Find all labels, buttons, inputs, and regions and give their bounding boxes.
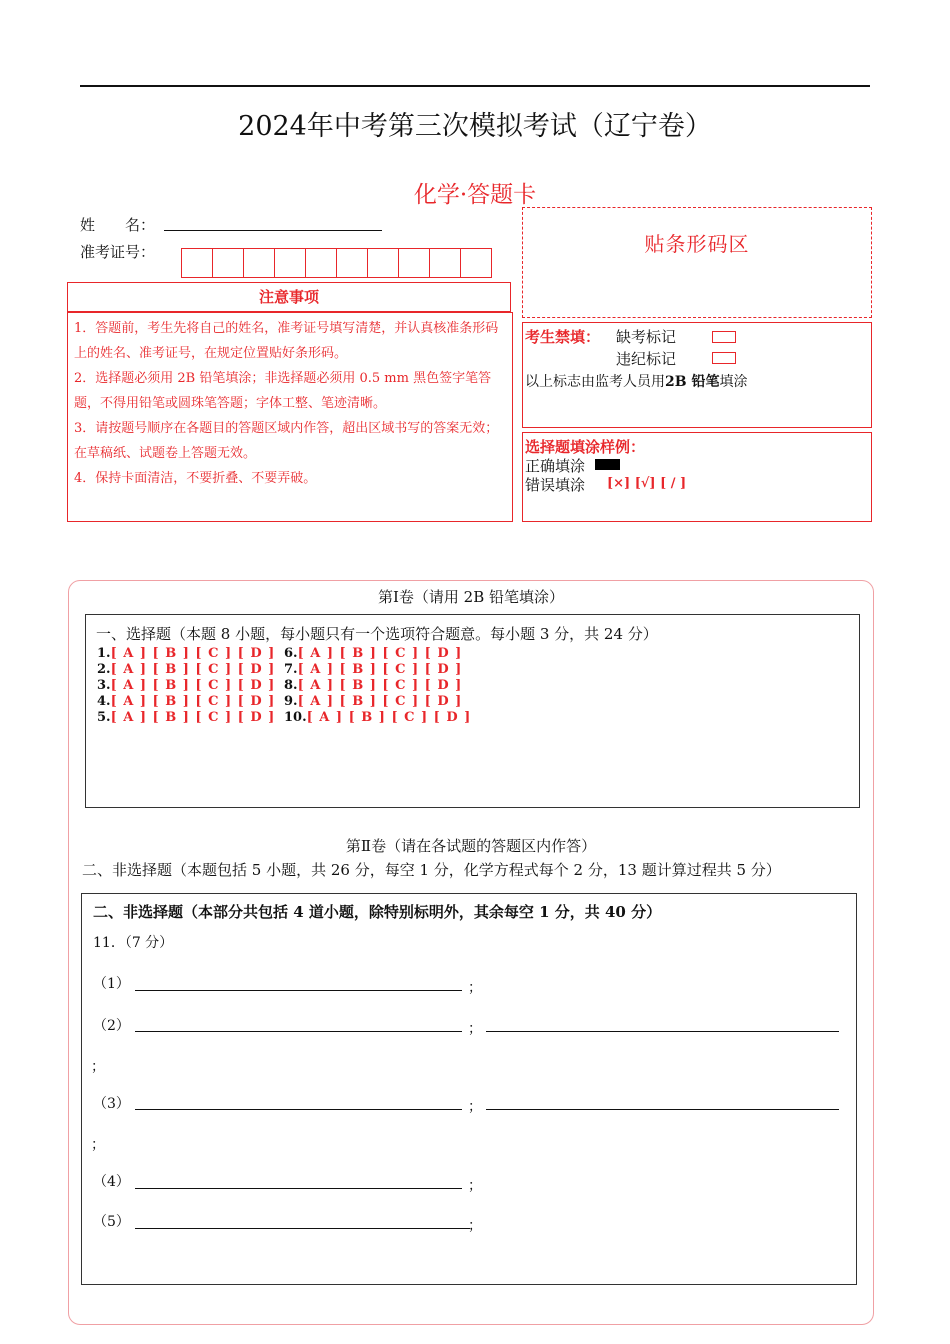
wrong-marks: [×] [√] [ / ] bbox=[607, 476, 687, 491]
answer-line[interactable] bbox=[135, 1228, 470, 1229]
id-digit-box[interactable] bbox=[182, 249, 213, 277]
choice-row[interactable]: 6.[ A ] [ B ] [ C ] [ D ] bbox=[284, 646, 463, 661]
choice-row[interactable]: 7.[ A ] [ B ] [ C ] [ D ] bbox=[284, 662, 463, 677]
choice-row[interactable]: 10.[ A ] [ B ] [ C ] [ D ] bbox=[284, 710, 472, 725]
choice-row[interactable]: 8.[ A ] [ B ] [ C ] [ D ] bbox=[284, 678, 463, 693]
name-field[interactable] bbox=[164, 230, 382, 231]
question-box-title: 二、非选择题（本部分共包括 4 道小题，除特别标明外，其余每空 1 分，共 40 分） bbox=[93, 903, 662, 921]
absent-label: 缺考标记 bbox=[616, 328, 677, 346]
part1-heading: 第Ⅰ卷（请用 2B 铅笔填涂） bbox=[377, 588, 565, 606]
sub-label: （1） bbox=[93, 976, 130, 992]
sub-label: （2） bbox=[93, 1018, 130, 1034]
choice-row[interactable]: 2.[ A ] [ B ] [ C ] [ D ] bbox=[97, 662, 276, 677]
violation-checkbox[interactable] bbox=[712, 352, 736, 364]
answer-line[interactable] bbox=[135, 1031, 462, 1032]
barcode-label: 贴条形码区 bbox=[644, 232, 750, 256]
notice-heading: 注意事项 bbox=[67, 282, 511, 312]
id-digit-box[interactable] bbox=[368, 249, 399, 277]
id-label: 准考证号： bbox=[80, 243, 156, 261]
note-prefix: 以上标志由监考人员用 bbox=[525, 374, 665, 390]
choice-row[interactable]: 4.[ A ] [ B ] [ C ] [ D ] bbox=[97, 694, 276, 709]
semicolon: ； bbox=[91, 1137, 105, 1153]
sub-label: （4） bbox=[93, 1174, 130, 1190]
id-digit-box[interactable] bbox=[337, 249, 368, 277]
notice-item: 2．选择题必须用 2B 铅笔填涂；非选择题必须用 0.5 mm 黑色签字笔答题，不得用铅笔或圆珠笔答题；字体工整、笔迹清晰。 bbox=[74, 371, 492, 411]
notice-box bbox=[67, 312, 513, 522]
choice-title: 一、选择题（本题 8 小题，每小题只有一个选项符合题意。每小题 3 分，共 24 分） bbox=[96, 625, 658, 643]
choice-row[interactable]: 5.[ A ] [ B ] [ C ] [ D ] bbox=[97, 710, 276, 725]
part2-title: 二、非选择题（本题包括 5 小题，共 26 分，每空 1 分，化学方程式每个 2 分，13 题计算过程共 5 分） bbox=[82, 861, 781, 879]
name-label: 姓 名： bbox=[80, 216, 156, 234]
semicolon: ； bbox=[468, 1178, 482, 1194]
correct-label: 正确填涂 bbox=[525, 457, 586, 475]
choice-row[interactable]: 9.[ A ] [ B ] [ C ] [ D ] bbox=[284, 694, 463, 709]
id-digit-box[interactable] bbox=[461, 249, 491, 277]
sub-label: （3） bbox=[93, 1096, 130, 1112]
semicolon: ； bbox=[91, 1059, 105, 1075]
absent-checkbox[interactable] bbox=[712, 331, 736, 343]
id-digit-box[interactable] bbox=[430, 249, 461, 277]
id-digit-box[interactable] bbox=[213, 249, 244, 277]
card-subtitle: 化学·答题卡 bbox=[413, 182, 537, 208]
id-digit-box[interactable] bbox=[399, 249, 430, 277]
answer-line[interactable] bbox=[486, 1031, 839, 1032]
sample-label: 选择题填涂样例： bbox=[525, 438, 646, 456]
notice-item: 1．答题前，考生先将自己的姓名，准考证号填写清楚，并认真核准条形码上的姓名、准考证号，在规定位置贴好条形码。 bbox=[74, 321, 499, 361]
violation-label: 违纪标记 bbox=[616, 350, 677, 368]
id-digit-box[interactable] bbox=[244, 249, 275, 277]
notice-item: 3．请按题号顺序在各题目的答题区域内作答，超出区域书写的答案无效；在草稿纸、试题卷上答题无效。 bbox=[74, 421, 499, 461]
sub-label: （5） bbox=[93, 1214, 130, 1230]
answer-line[interactable] bbox=[486, 1109, 839, 1110]
note-bold: 2B 铅笔 bbox=[665, 374, 720, 390]
id-digit-box[interactable] bbox=[306, 249, 337, 277]
semicolon: ； bbox=[468, 1099, 482, 1115]
barcode-area bbox=[522, 207, 872, 318]
filled-mark-sample bbox=[595, 459, 620, 470]
answer-line[interactable] bbox=[135, 990, 462, 991]
part2-heading: 第Ⅱ卷（请在各试题的答题区内作答） bbox=[345, 837, 597, 855]
exam-title: 2024年中考第三次模拟考试（辽宁卷） bbox=[238, 111, 712, 142]
answer-line[interactable] bbox=[135, 1109, 462, 1110]
semicolon: ； bbox=[468, 1218, 482, 1234]
semicolon: ； bbox=[468, 1021, 482, 1037]
choice-row[interactable]: 1.[ A ] [ B ] [ C ] [ D ] bbox=[97, 646, 276, 661]
top-rule bbox=[80, 85, 870, 87]
forbidden-label: 考生禁填： bbox=[525, 328, 601, 346]
forbidden-note bbox=[525, 371, 747, 391]
semicolon: ； bbox=[468, 980, 482, 996]
question-number: 11．（7 分） bbox=[93, 935, 174, 951]
answer-line[interactable] bbox=[135, 1188, 462, 1189]
choice-row[interactable]: 3.[ A ] [ B ] [ C ] [ D ] bbox=[97, 678, 276, 693]
wrong-label: 错误填涂 bbox=[525, 476, 586, 494]
id-digit-box[interactable] bbox=[275, 249, 306, 277]
note-suffix: 填涂 bbox=[719, 374, 748, 390]
notice-item: 4．保持卡面清洁，不要折叠、不要弄破。 bbox=[74, 471, 317, 486]
id-number-boxes[interactable] bbox=[181, 248, 492, 278]
